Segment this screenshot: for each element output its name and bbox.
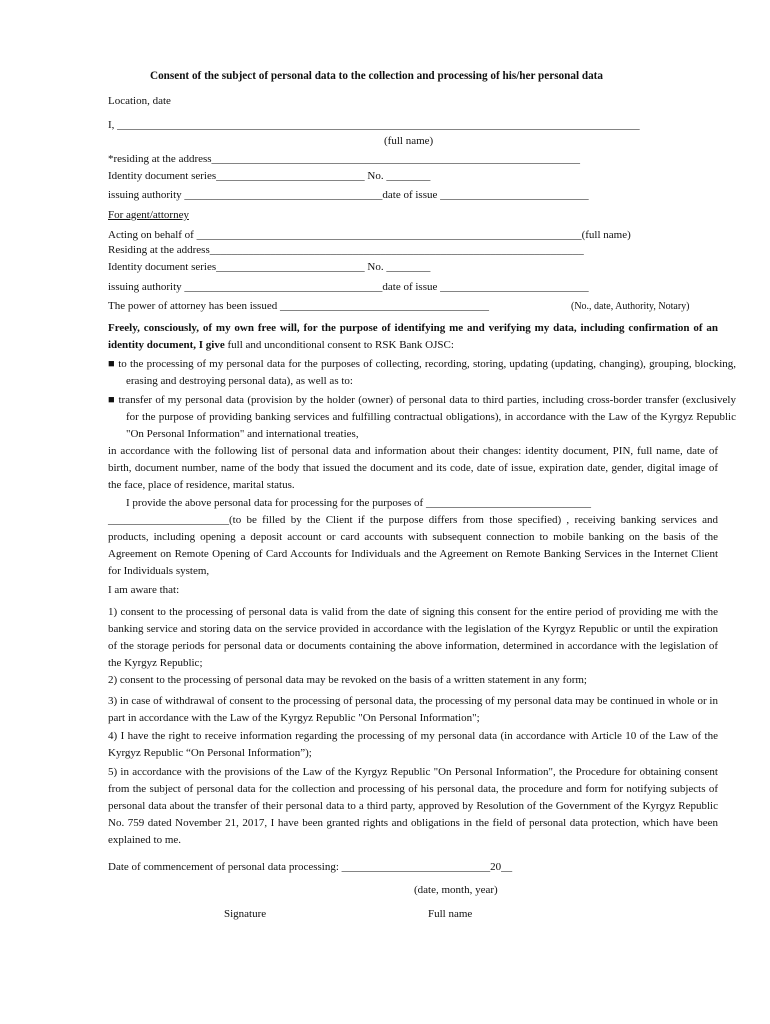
- issuing-authority-field[interactable]: issuing authority ____________________________________date of issue ___________________________: [108, 189, 589, 201]
- signature-label: Signature: [224, 908, 267, 920]
- agent-issuing-authority-field[interactable]: issuing authority ____________________________________date of issue ___________________________: [108, 281, 589, 293]
- location-date: Location, date: [108, 95, 171, 107]
- identity-document-field[interactable]: Identity document series___________________________ No. ________: [108, 170, 431, 182]
- bullet-transfer: ■ transfer of my personal data (provision by the holder (owner) of personal data to third parties, including cross-border transfer (exclusively for the purpose of providing banking services and fulfilling contractual obligations), in accordance with the Law of the Kyrgyz Republic "On Personal Information" and international treaties,: [108, 394, 736, 440]
- document-title: Consent of the subject of personal data to the collection and processing of his/her personal data: [150, 70, 603, 82]
- purposes-text: ______________________(to be filled by the Client if the purpose differs from those specified) , receiving banking services and products, including opening a deposit account or card accounts with subsequent connection to mobile banking on the basis of the Agreement on Remote Opening of Card Accounts for Individuals and the Agreement on Remote Banking Services in the Internet Client for Individuals system,: [108, 514, 718, 577]
- date-caption: (date, month, year): [414, 884, 498, 896]
- bullet-processing: ■ to the processing of my personal data for the purposes of collecting, recording, storing, updating (updating, changing), grouping, blocking, erasing and destroying personal data), as well as to:: [108, 358, 736, 387]
- awareness-item-3: 3) in case of withdrawal of consent to the processing of personal data, the processing of my personal data may be continued in whole or in part in accordance with the Law of the Kyrgyz Republic "On Personal Information";: [108, 695, 718, 724]
- full-name-caption: (full name): [384, 135, 434, 147]
- consent-statement: [108, 320, 718, 354]
- consent-statement-bold: Freely, consciously, of my own free will, for the purpose of identifying me and verifying my data, including confirmation of an identity document, I give: [108, 322, 718, 351]
- full-name-field[interactable]: I, _______________________________________________________________________________________________: [108, 119, 640, 131]
- awareness-item-2: 2) consent to the processing of personal data may be revoked on the basis of a written statement in any form;: [108, 674, 587, 686]
- consent-statement-rest: full and unconditional consent to RSK Bank OJSC:: [224, 339, 454, 351]
- agent-identity-document-field[interactable]: Identity document series___________________________ No. ________: [108, 261, 431, 273]
- aware-heading: I am aware that:: [108, 584, 180, 596]
- residence-address-field[interactable]: *residing at the address___________________________________________________________________: [108, 153, 581, 165]
- power-of-attorney-caption: (No., date, Authority, Notary): [571, 301, 690, 312]
- awareness-item-4: 4) I have the right to receive information regarding the processing of my personal data (in accordance with Article 10 of the Law of the Kyrgyz Republic “On Personal Information”);: [108, 730, 718, 759]
- agent-address-field[interactable]: Residing at the address____________________________________________________________________: [108, 244, 584, 256]
- full-name-label: Full name: [428, 908, 473, 920]
- acting-on-behalf-field[interactable]: Acting on behalf of ______________________________________________________________________(full name): [108, 229, 631, 241]
- power-of-attorney-field[interactable]: The power of attorney has been issued ______________________________________: [108, 300, 489, 312]
- agent-heading: For agent/attorney: [108, 209, 189, 221]
- awareness-item-5: 5) in accordance with the provisions of the Law of the Kyrgyz Republic "On Personal Information", the Procedure for obtaining consent from the subject of personal data for the collection and processing of his personal data, the procedure and form for notifying subjects of personal data about the transfer of their personal data to a third party, approved by Resolution of the Government of the Kyrgyz Republic No. 759 dated November 21, 2017, I have been granted rights and obligations in the field of personal data protection, which have been explained to me.: [108, 766, 718, 846]
- purposes-field[interactable]: I provide the above personal data for processing for the purposes of ______________________________: [126, 497, 591, 509]
- awareness-item-1: 1) consent to the processing of personal data is valid from the date of signing this consent for the entire period of providing me with the banking service and storing data on the service provided in accordance with the legislation of the Kyrgyz Republic or until the expiration of the storage periods for personal data or documents containing the above information, determined in accordance with the legislation of the Kyrgyz Republic;: [108, 606, 718, 669]
- commencement-date-field[interactable]: Date of commencement of personal data processing: ___________________________20__: [108, 861, 513, 873]
- personal-data-list: in accordance with the following list of personal data and information about their changes: identity document, PIN, full name, date of birth, document number, name of the body that issued the document and its code, date of issue, expiration date, gender, digital image of the face, place of residence, marital status.: [108, 445, 718, 491]
